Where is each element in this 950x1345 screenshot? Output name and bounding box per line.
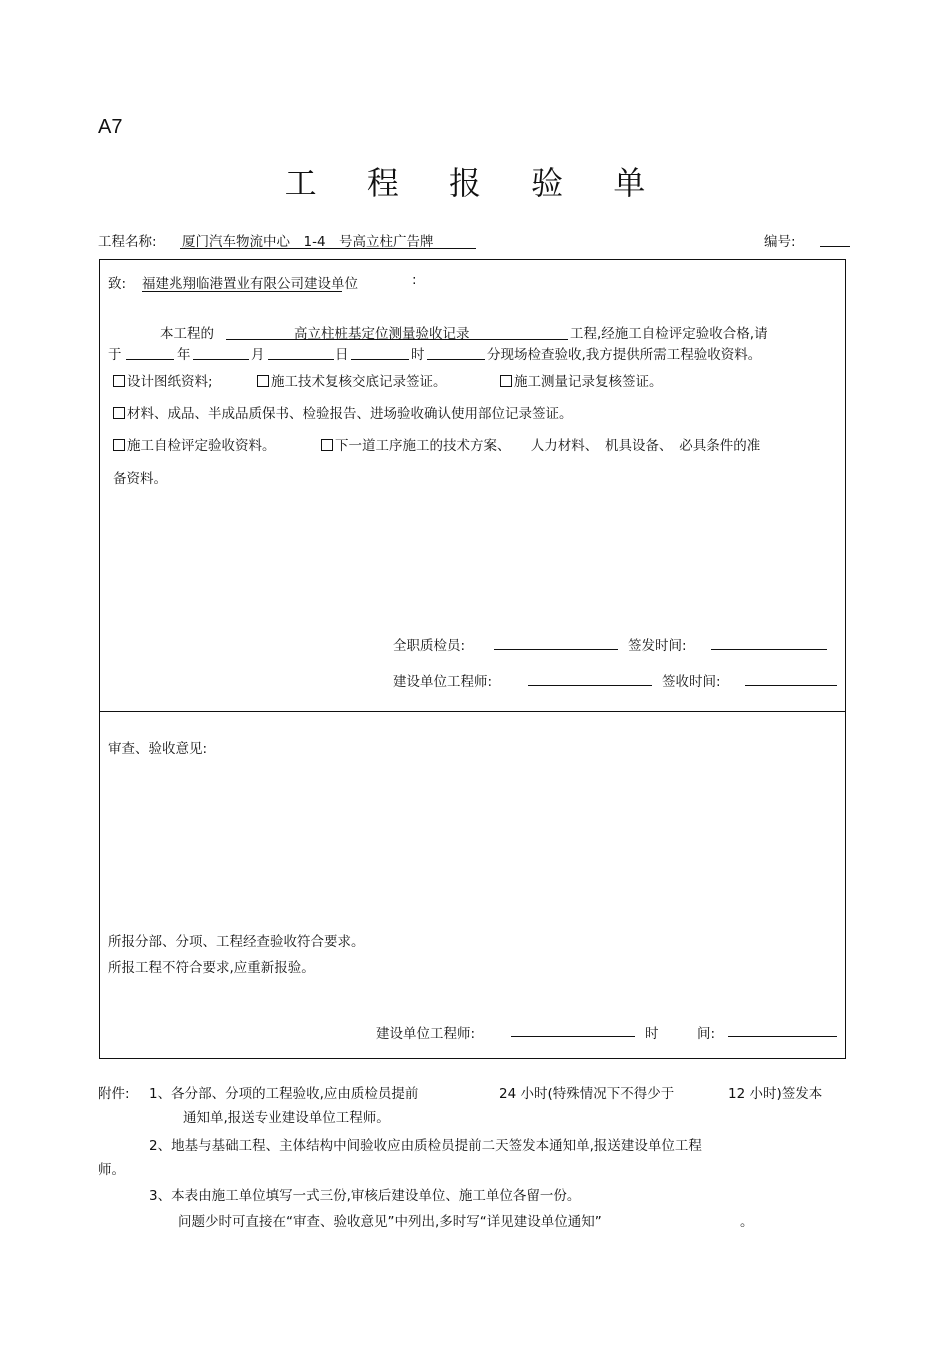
checkbox-label: 材料、成品、半成品质保书、检验报告、进场验收确认使用部位记录签证。: [127, 406, 573, 422]
to-label: 致:: [108, 276, 127, 292]
note-1-part-d: 通知单,报送专业建设单位工程师。: [183, 1110, 390, 1126]
checkbox-icon[interactable]: [321, 439, 333, 451]
date-prefix: 于: [108, 347, 122, 363]
project-name-label: 工程名称:: [98, 234, 157, 250]
day-label: 日: [335, 347, 349, 363]
checkbox-label: 设计图纸资料;: [127, 374, 213, 390]
minute-field[interactable]: [427, 359, 485, 360]
engineer-signature-field[interactable]: [528, 685, 652, 686]
to-unit[interactable]: 福建兆翔临港置业有限公司建设单位: [142, 276, 358, 292]
to-unit-underline: [142, 291, 342, 292]
checkbox-icon[interactable]: [113, 375, 125, 387]
number-label: 编号:: [764, 234, 796, 250]
inspection-item[interactable]: 高立柱桩基定位测量验收记录: [294, 326, 470, 342]
engineer-label: 建设单位工程师:: [393, 674, 493, 690]
checkbox-icon[interactable]: [113, 407, 125, 419]
day-field[interactable]: [268, 359, 334, 360]
project-name-underline: [180, 248, 476, 249]
hour-label: 时: [411, 347, 425, 363]
statement-prefix: 本工程的: [160, 326, 214, 342]
note-1-part-c: 12 小时)签发本: [728, 1086, 823, 1102]
note-1-part-b: 24 小时(特殊情况下不得少于: [499, 1086, 675, 1102]
month-label: 月: [251, 347, 265, 363]
checkbox-materials[interactable]: [113, 402, 573, 422]
engineer-signature-field-2[interactable]: [511, 1036, 635, 1037]
checkbox-design-docs[interactable]: [113, 370, 213, 390]
review-opinion-label: 审查、验收意见:: [108, 741, 208, 757]
issue-time-label: 签发时间:: [628, 638, 687, 654]
issue-time-field[interactable]: [711, 649, 827, 650]
note-1-part-a: 1、各分部、分项的工程验收,应由质检员提前: [149, 1086, 419, 1102]
to-colon: :: [412, 272, 417, 288]
notes-label: 附件:: [98, 1086, 130, 1102]
note-2-part-a: 2、地基与基础工程、主体结构中间验收应由质检员提前二天签发本通知单,报送建设单位工程: [149, 1138, 702, 1154]
checkbox-continuation: 备资料。: [113, 471, 167, 487]
project-name-value[interactable]: 厦门汽车物流中心 1-4 号高立柱广告牌: [182, 234, 434, 250]
checkbox-survey-records[interactable]: [500, 370, 663, 390]
checkbox-label: 施工测量记录复核签证。: [514, 374, 663, 390]
inspector-signature-field[interactable]: [494, 649, 618, 650]
time-label-part2: 间:: [697, 1026, 716, 1042]
receive-time-label: 签收时间:: [662, 674, 721, 690]
checkbox-next-step[interactable]: [321, 434, 760, 454]
checkbox-icon[interactable]: [113, 439, 125, 451]
number-field[interactable]: [820, 246, 850, 247]
engineer-label-2: 建设单位工程师:: [376, 1026, 476, 1042]
checkbox-icon[interactable]: [500, 375, 512, 387]
note-3: 3、本表由施工单位填写一式三份,审核后建设单位、施工单位各留一份。: [149, 1188, 581, 1204]
checkbox-self-check[interactable]: [113, 434, 276, 454]
note-4: 问题少时可直接在“审查、验收意见”中列出,多时写“详见建设单位通知”: [178, 1214, 602, 1230]
checkbox-label: 下一道工序施工的技术方案、 人力材料、 机具设备、 必具条件的准: [335, 438, 761, 454]
inspector-label: 全职质检员:: [393, 638, 466, 654]
review-time-field[interactable]: [728, 1036, 837, 1037]
checkbox-tech-review[interactable]: [257, 370, 447, 390]
note-2-part-b: 师。: [98, 1162, 125, 1178]
time-label-part1: 时: [645, 1026, 659, 1042]
review-fail-text: 所报工程不符合要求,应重新报验。: [108, 960, 315, 976]
checkbox-icon[interactable]: [257, 375, 269, 387]
form-code: A7: [98, 116, 123, 138]
statement-suffix: 工程,经施工自检评定验收合格,请: [570, 326, 768, 342]
checkbox-label: 施工自检评定验收资料。: [127, 438, 276, 454]
date-suffix: 分现场检查验收,我方提供所需工程验收资料。: [487, 347, 762, 363]
receive-time-field[interactable]: [745, 685, 837, 686]
inspection-item-underline: [226, 339, 568, 340]
checkbox-label: 施工技术复核交底记录签证。: [271, 374, 447, 390]
note-4-end: 。: [740, 1214, 754, 1230]
year-label: 年: [177, 347, 191, 363]
hour-field[interactable]: [351, 359, 409, 360]
review-pass-text: 所报分部、分项、工程经查验收符合要求。: [108, 934, 365, 950]
page-title: 工 程 报 验 单: [284, 164, 666, 202]
year-field[interactable]: [126, 359, 174, 360]
month-field[interactable]: [193, 359, 249, 360]
section-divider: [99, 711, 846, 712]
